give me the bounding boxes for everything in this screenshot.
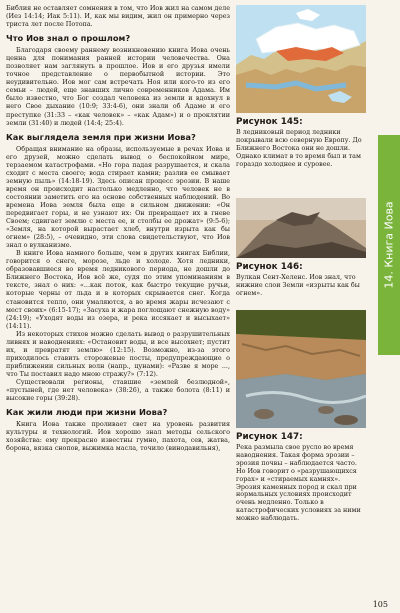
river-erosion-photo [236,310,366,428]
section-heading: Как выглядела земля при жизни Иова? [6,131,196,142]
figure-caption-145 [236,117,364,169]
paragraph: Из некоторых стихов можно сделать вывод о разрушительных ливнях и наводнениях: «Остановит воды, и все высохнет; пустит их, и превратят землю» (12:15). Возможно, из-за этого приходилось ставить сторожевые посты, предупреждающие о приближении сильных волн (напр., цунами): «Разве я море ..., что Ты поставил надо мною стражу?» (7:12). [6,329,230,378]
paragraph: Благодаря своему раннему возникновению книга Иова очень ценна для понимания ранней истории человечества. Она позволяет нам заглянуть в прошлое. Иов и его друзья имели точное представление о первобытной истории. Это неудивительно. Иов мог сам встречать Ноя или кого-то из его семьи – людей, еще знавших лично современников Адама. Им было известно, что Бог создал человека из земли и вдохнул в него Свое дыхание (10:9; 33:4-6), они знали об Адаме и его преступке (31:33 – «как человек» – «как Адам») и о проклятии земли (31:40) и людей (14:4; 25:4). [6,46,230,127]
europe-glacier-map [236,5,366,113]
paragraph: Обращая внимание на образы, используемые в речах Иова и его друзей, можно сделать вывод о беспокойном мире, терзаемом катастрофами. «Но гора падая разрушается, и скала сходит с места своего; вода стирает камни; разлив ее смывает земную пыль» (14:18-19). Здесь описан процесс эрозии. В наше время он происходит настолько медленно, что человек не в состоянии заметить его на основе собственных наблюдений. Во времена Иова земля была еще в сильном движении: «Он передвигает горы, и не узнают их: Он превращает их в гневе Своем; сдвигает землю с места ее, и столбы ее дрожат» (9:5-6); «Земля, на которой вырастает хлеб, внутри изрыта как бы огнем» (28:5), – очевидно, эти слова свидетельствуют, что Иов знал о вулканизме. [6,144,230,250]
paragraph: Существовали регионы, ставшие «землей безлюдной», «пустыней, где нет человека» (38:26), а также болота (8:11) и высокие горы (39:28). [6,377,230,403]
paragraph: В книге Иова намного больше, чем в других книгах Библии, говорится о снеге, морозе, льде и холоде. Хотя ледники, образовавшиеся во время ледникового периода, не дошли до Ближнего Востока, Иов всё же, судя по этим упоминаниям в тексте, знал о них: «...как поток, как быстро текущие ручьи, которые черны от льда и в которых скрывается снег. Когда становится тепло, они умаляются, а во время жары исчезают с мест своих» (6:15-17); «Засуха и жара поглощают снежную воду» (24:19); «Уходят воды из озера, и река иссякает и высыхает» (14:11). [6,249,230,330]
figure-title: Рисунок 147: [236,432,303,442]
figure-title: Рисунок 146: [236,262,303,272]
figure-text: Река размыла свое русло во время наводнения. Такая форма эрозии – эрозия почвы – наблюдается часто. Но Иов говорит о «разрушающихся горах» и «стираемых камнях». Эрозия каменных пород и скал при нормальных условиях происходит очень медленно. Только в катастрофических условиях за ними можно наблюдать. [236,443,361,523]
paragraph: Библия не оставляет сомнения в том, что Иов жил на самом деле (Иез 14:14; Иак 5:11). И, как мы видим, жил он примерно через триста лет после Потопа. [6,4,230,29]
main-text-column [6,4,230,452]
volcano-photo [236,198,366,258]
paragraph: Книга Иова также проливает свет на уровень развития культуры и технологий. Иов хорошо знал методы сельского хозяйства: ему прекрасно известны гумно, пахота, сев, жатва, борона, вязка снопов, выжимка масла, точило (винодавильня), [6,420,230,453]
figure-caption-146 [236,262,364,298]
figure-title: Рисунок 145: [236,117,303,127]
chapter-tab [378,135,400,355]
chapter-tab-label: 14. Книга Иова [382,201,396,289]
figure-text: Вулкан Сент-Хеленс. Иов знал, что нижние слои Земли «изрыты как бы огнем». [236,273,360,297]
section-heading: Как жили люди при жизни Иова? [6,407,168,418]
page-number: 105 [372,600,388,609]
section-heading: Что Иов знал о прошлом? [6,33,131,44]
figure-text: В ледниковый период ледники покрывали всю северную Европу. До Ближнего Востока они не дошли. Однако климат в то время был и там гораздо холоднее и суровее. [236,128,362,168]
figure-caption-147 [236,432,364,523]
